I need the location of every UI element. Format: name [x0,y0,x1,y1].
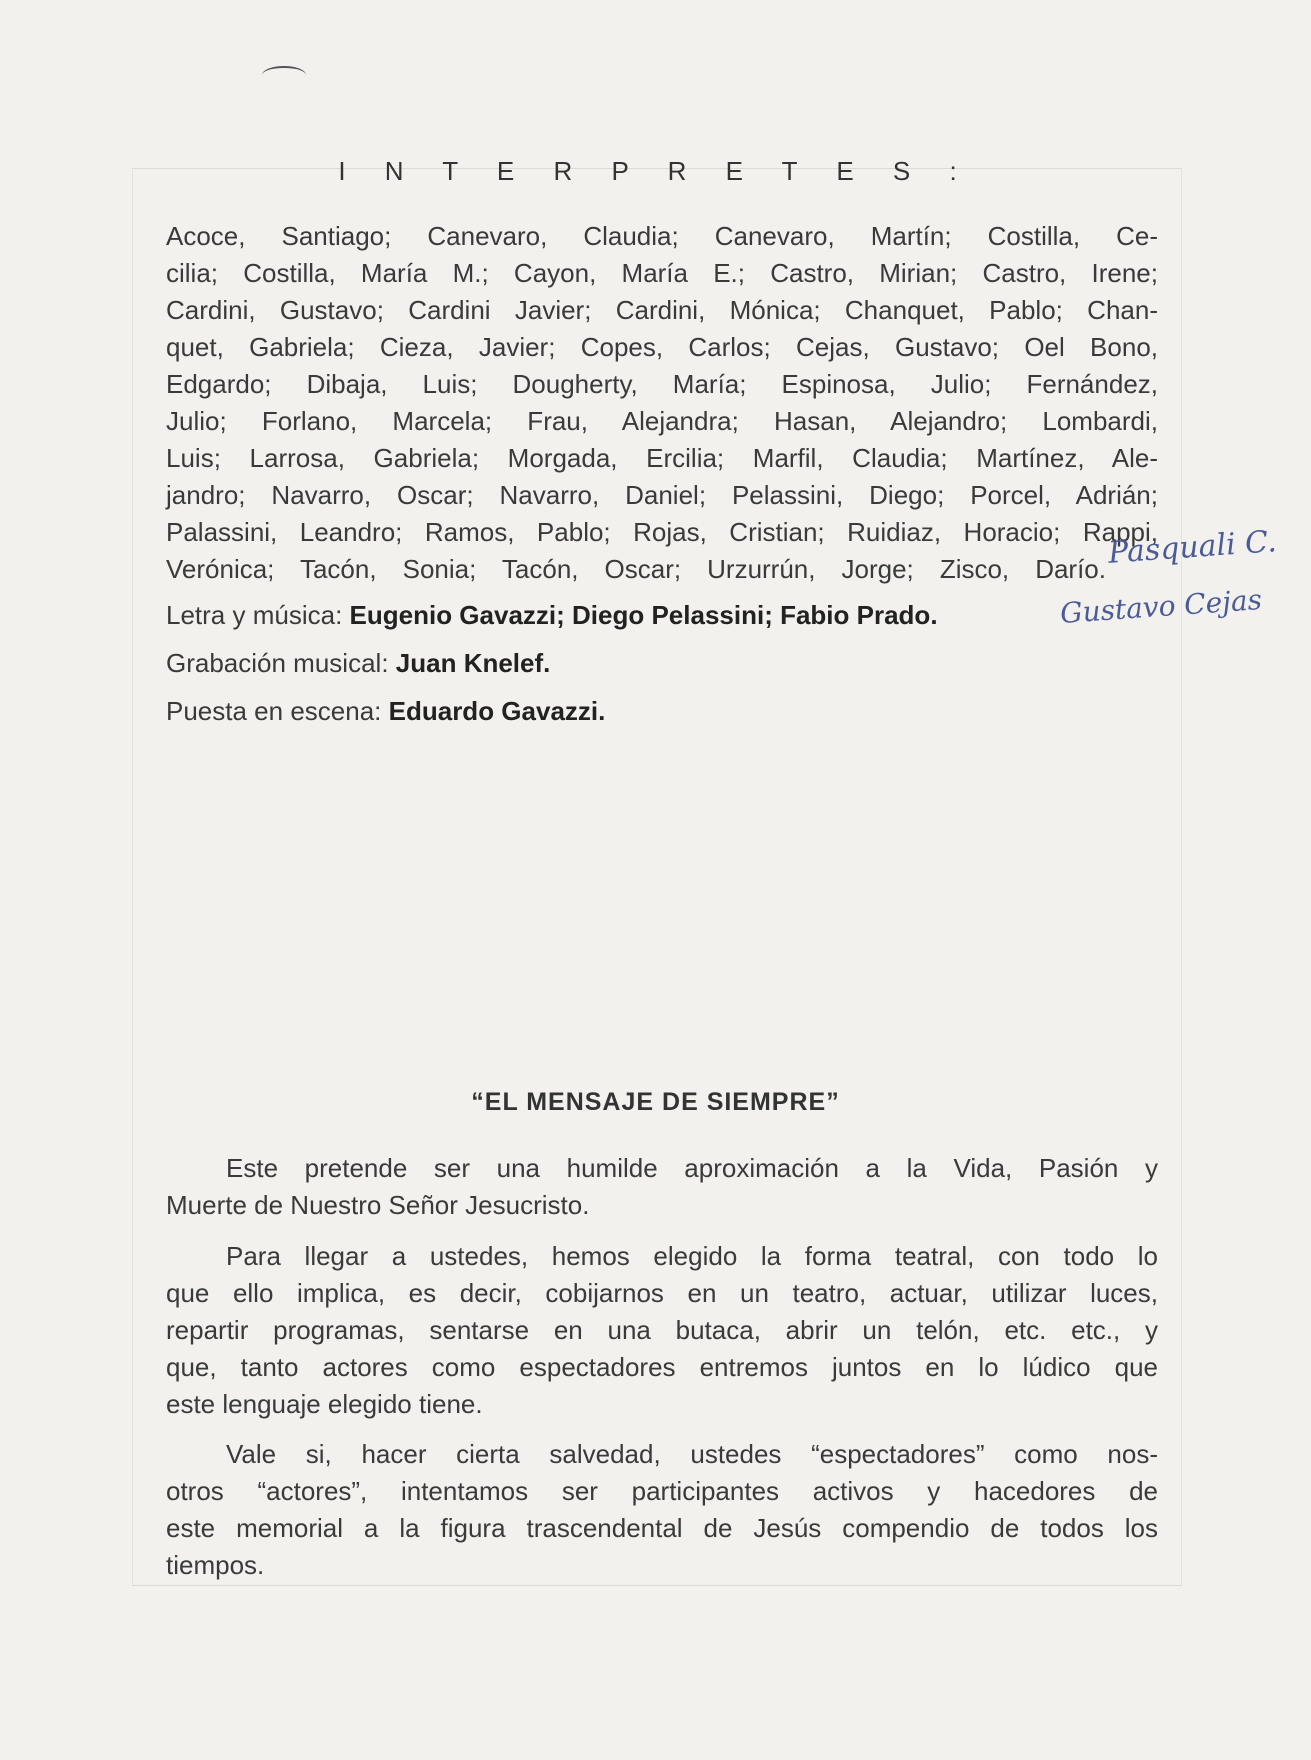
cast-line: quet, Gabriela; Cieza, Javier; Copes, Carlos; Cejas, Gustavo; Oel Bono, [166,332,1158,362]
text-line: Muerte de Nuestro Señor Jesucristo. [166,1190,590,1220]
cast-line: Julio; Forlano, Marcela; Frau, Alejandra; Hasan, Alejandro; Lombardi, [166,406,1158,436]
text-line: Para llegar a ustedes, hemos elegido la forma teatral, con todo lo [226,1241,1158,1271]
credit-label: Puesta en escena: [166,696,382,726]
credit-label: Grabación musical: [166,648,389,678]
credit-value: Juan Knelef. [395,648,551,678]
credit-label: Letra y música: [166,600,343,630]
handwritten-note: Pasquali C. [1106,524,1278,571]
text-line: repartir programas, sentarse en una butaca, abrir un telón, etc. etc., y [166,1315,1158,1345]
section-title: “EL MENSAJE DE SIEMPRE” [471,1088,840,1116]
paragraph [166,1150,1158,1224]
text-line: este lenguaje elegido tiene. [166,1389,483,1419]
credit-staging [166,693,605,730]
cast-line: Edgardo; Dibaja, Luis; Dougherty, María; Espinosa, Julio; Fernández, [166,369,1158,399]
page-curl-mark [262,66,306,84]
text-line: otros “actores”, intentamos ser participantes activos y hacedores de [166,1476,1158,1506]
text-line: que, tanto actores como espectadores entremos juntos en lo lúdico que [166,1352,1158,1382]
credit-value: Eduardo Gavazzi. [388,696,606,726]
text-line: Este pretende ser una humilde aproximación a la Vida, Pasión y [226,1153,1158,1183]
credit-recording [166,645,550,682]
cast-line: Palassini, Leandro; Ramos, Pablo; Rojas, Cristian; Ruidiaz, Horacio; Rappi, [166,517,1158,547]
page-title: I N T E R P R E T E S : [338,156,973,186]
handwritten-note: Gustavo Cejas [1059,582,1263,631]
text-line: tiempos. [166,1550,265,1580]
cast-line: Luis; Larrosa, Gabriela; Morgada, Ercilia; Marfil, Claudia; Martínez, Ale- [166,443,1158,473]
cast-line: Verónica; Tacón, Sonia; Tacón, Oscar; Urzurrún, Jorge; Zisco, Darío. [166,554,1106,584]
text-line: Vale si, hacer cierta salvedad, ustedes “espectadores” como nos- [226,1439,1158,1469]
cast-line: cilia; Costilla, María M.; Cayon, María E.; Castro, Mirian; Castro, Irene; [166,258,1158,288]
credit-music [166,597,938,634]
text-line: este memorial a la figura trascendental de Jesús compendio de todos los [166,1513,1158,1543]
paragraph [166,1436,1158,1584]
cast-line: jandro; Navarro, Oscar; Navarro, Daniel; Pelassini, Diego; Porcel, Adrián; [166,480,1158,510]
text-line: que ello implica, es decir, cobijarnos en un teatro, actuar, utilizar luces, [166,1278,1158,1308]
cast-list [166,218,1158,588]
credit-value: Eugenio Gavazzi; Diego Pelassini; Fabio Prado. [349,600,938,630]
paragraph [166,1238,1158,1423]
cast-line: Acoce, Santiago; Canevaro, Claudia; Canevaro, Martín; Costilla, Ce- [166,221,1158,251]
cast-line: Cardini, Gustavo; Cardini Javier; Cardini, Mónica; Chanquet, Pablo; Chan- [166,295,1158,325]
